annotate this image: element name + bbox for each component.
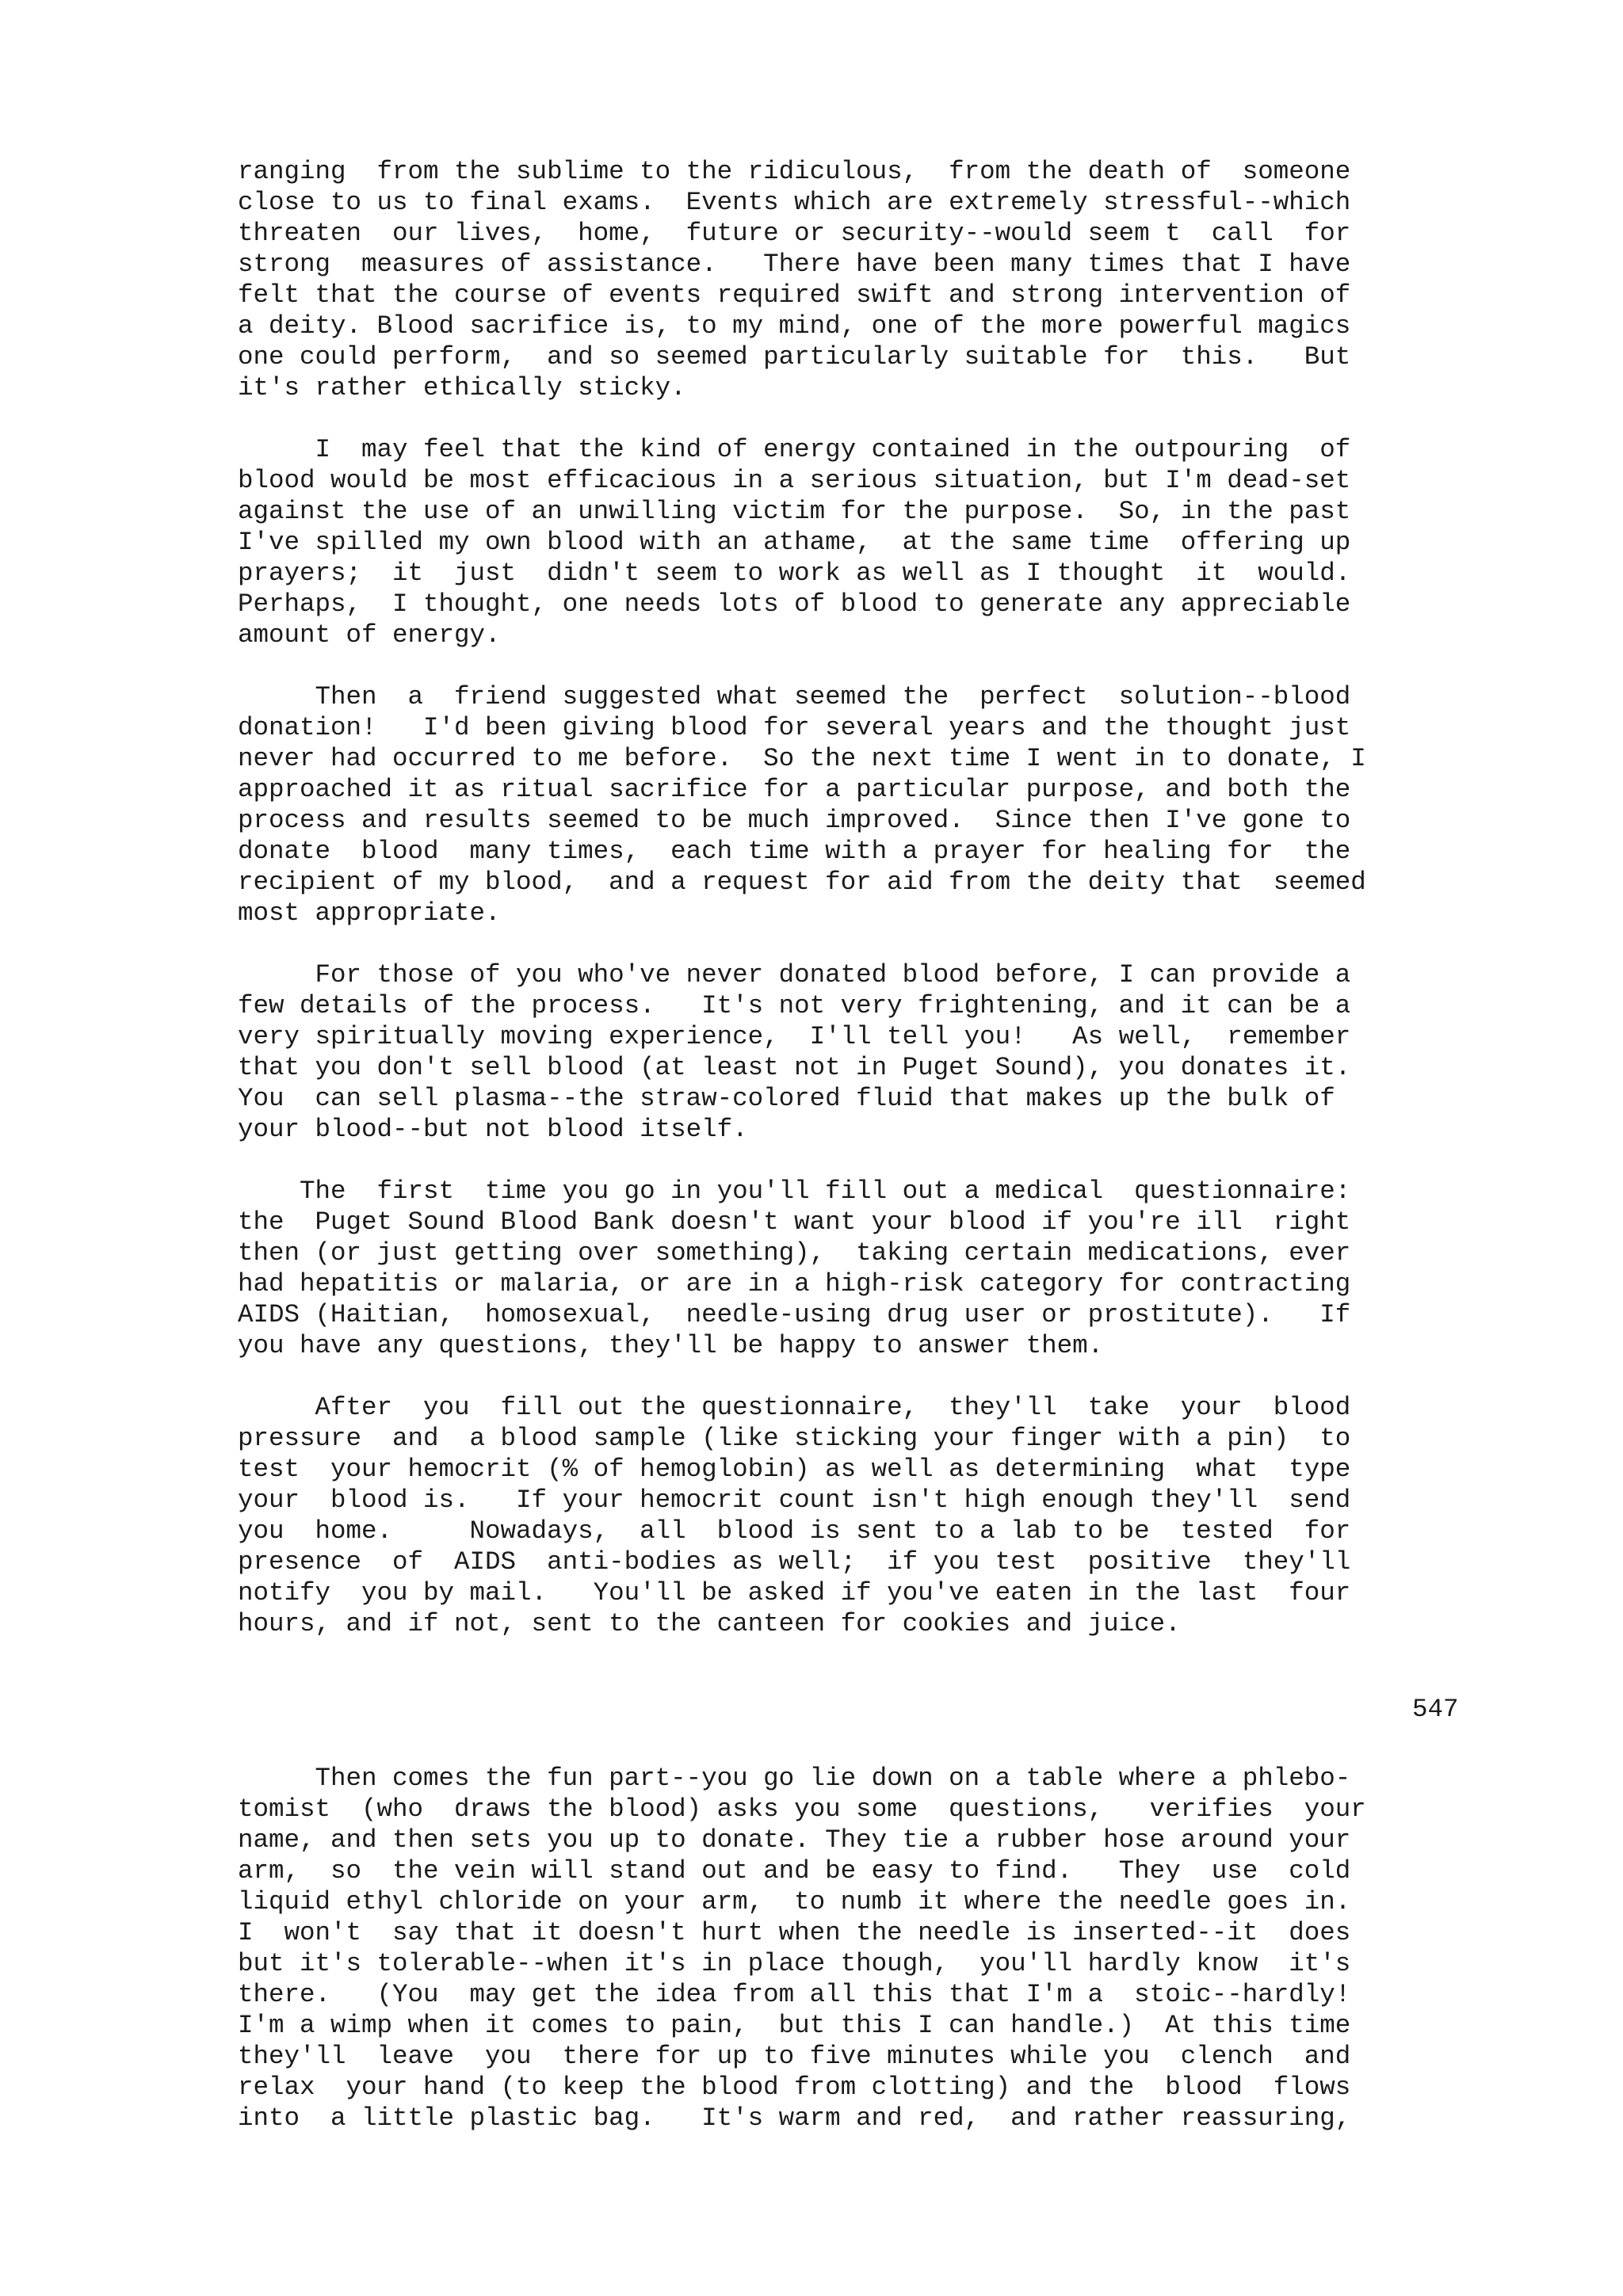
paragraph-blood-test: After you fill out the questionnaire, they'll take your blood pressure and a blood sample (like sticking your finger with a pin) to test your hemocrit (% of hemoglobin) as well as determining what type your blood is. If your hemocrit count isn't high enough they'll send you home. Nowadays, all blood is sent to a lab to be tested for presence of AIDS anti-bodies as well; if you test positive they'll notify you by mail. You'll be asked if you've eaten in the last four hours, and if not, sent to the canteen for cookies and juice. (238, 1393, 1351, 1638)
paragraph-phlebotomist: Then comes the fun part--you go lie down on a table where a phlebo- tomist (who draws the blood) asks you some questions, verifies your name, and then sets you up to donate. They tie a rubber hose around your arm, so the vein will stand out and be easy to find. They use cold liquid ethyl chloride on your arm, to numb it where the needle goes in. I won't say that it doesn't hurt when the needle is inserted--it does but it's tolerable--when it's in place though, you'll hardly know it's there. (You may get the idea from all this that I'm a stoic--hardly! I'm a wimp when it comes to pain, but this I can handle.) At this time they'll leave you there for up to five minutes while you clench and relax your hand (to keep the blood from clotting) and the blood flows into a little plastic bag. It's warm and red, and rather reassuring, (238, 1764, 1366, 2133)
paragraph-blood-donation: Then a friend suggested what seemed the perfect solution--blood donation! I'd been giving blood for several years and the thought just never had occurred to me before. So the next time I went in to donate, I approached it as ritual sacrifice for a particular purpose, and both the process and results seemed to be much improved. Since then I've gone to donate blood many times, each time with a prayer for healing for the recipient of my blood, and a request for aid from the deity that seemed most appropriate. (238, 682, 1366, 928)
paragraph-questionnaire: The first time you go in you'll fill out a medical questionnaire: the Puget Sound Blood Bank doesn't want your blood if you're ill right then (or just getting over something), taking certain medications, ever had hepatitis or malaria, or are in a high-risk category for contracting AIDS (Haitian, homosexual, needle-using drug user or prostitute). If you have any questions, they'll be happy to answer them. (238, 1177, 1351, 1360)
page-number: 547 (1412, 1695, 1459, 1724)
paragraph-own-blood: I may feel that the kind of energy contained in the outpouring of blood would be most efficacious in a serious situation, but I'm dead-set against the use of an unwilling victim for the purpose. So, in the past I've spilled my own blood with an athame, at the same time offering up prayers; it just didn't seem to work as well as I thought it would. Perhaps, I thought, one needs lots of blood to generate any appreciable amount of energy. (238, 435, 1351, 650)
paragraph-sacrifice-intro: ranging from the sublime to the ridiculous, from the death of someone close to us to final exams. Events which are extremely stressful--which threaten our lives, home, future or security--would seem t call for strong measures of assistance. There have been many times that I have felt that the course of events required swift and strong intervention of a deity. Blood sacrifice is, to my mind, one of the more powerful magics one could perform, and so seemed particularly suitable for this. But it's rather ethically sticky. (238, 157, 1351, 402)
paragraph-process-overview: For those of you who've never donated blood before, I can provide a few details of the process. It's not very frightening, and it can be a very spiritually moving experience, I'll tell you! As well, remember that you don't sell blood (at least not in Puget Sound), you donates it. You can sell plasma--the straw-colored fluid that makes up the bulk of your blood--but not blood itself. (238, 960, 1351, 1144)
